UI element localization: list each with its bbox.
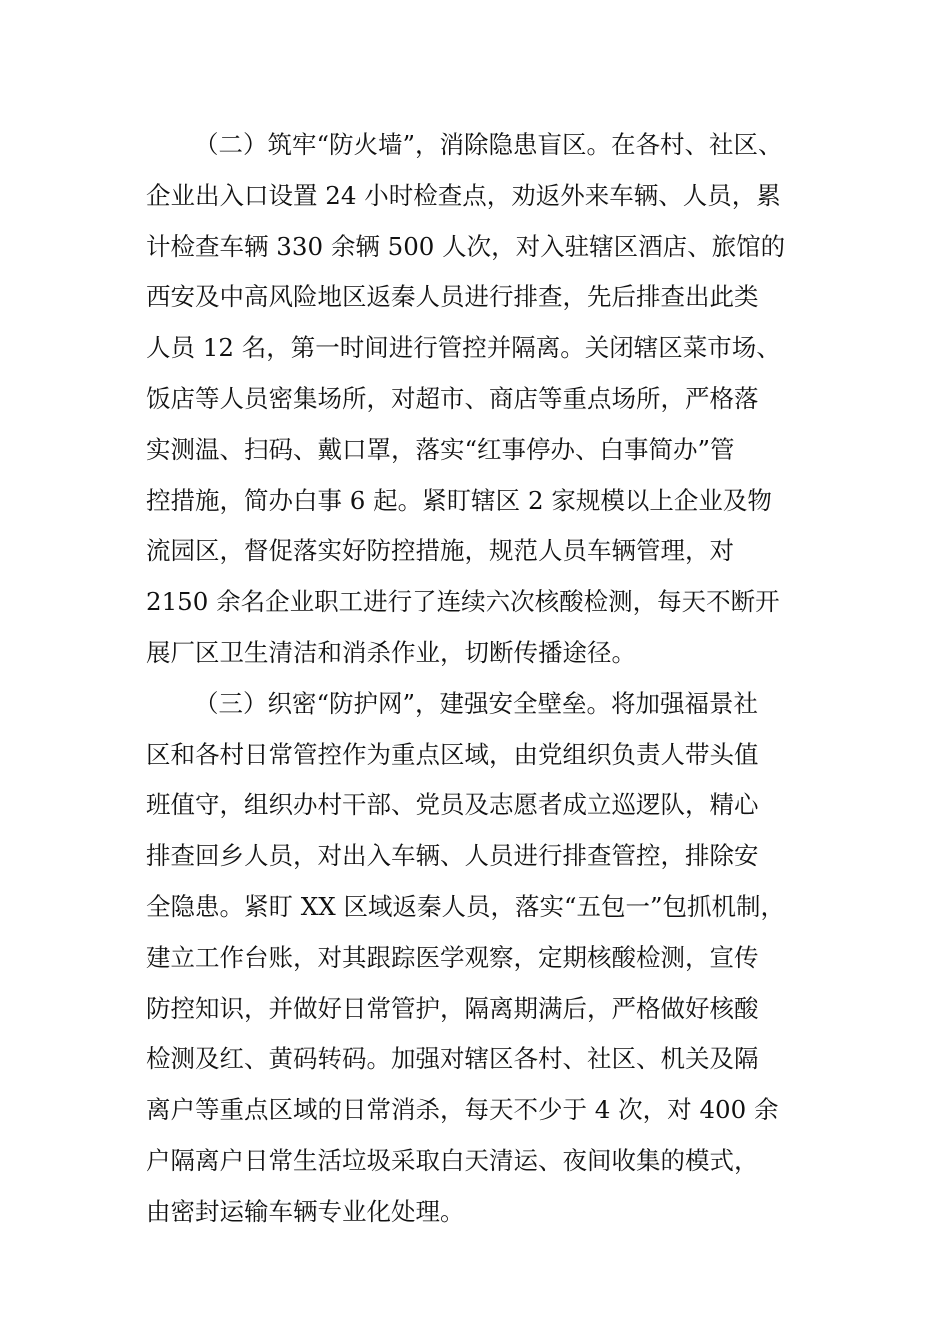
paragraph-section-2 [146,120,830,679]
paragraph-line: 检测及红、黄码转码。加强对辖区各村、社区、机关及隔 [146,1044,759,1074]
paragraph-line: （二）筑牢“防火墙”，消除隐患盲区。在各村、社区、 [194,130,783,159]
paragraph-line: 饭店等人员密集场所，对超市、商店等重点场所，严格落 [146,383,759,413]
paragraph-line: 2150 余名企业职工进行了连续六次核酸检测，每天不断开 [146,587,780,617]
paragraph-section-3 [146,679,830,1238]
paragraph-line: 西安及中高风险地区返秦人员进行排查，先后排查出此类 [146,282,759,312]
paragraph-line: 区和各村日常管控作为重点区域，由党组织负责人带头值 [146,739,759,769]
paragraph-line: 户隔离户日常生活垃圾采取白天清运、夜间收集的模式， [146,1145,759,1175]
paragraph-line: 实测温、扫码、戴口罩，落实“红事停办、白事简办”管 [146,434,735,464]
paragraph-line: 建立工作台账，对其跟踪医学观察，定期核酸检测，宣传 [146,942,759,972]
paragraph-line: 排查回乡人员，对出入车辆、人员进行排查管控，排除安 [146,841,759,871]
paragraph-line: 班值守，组织办村干部、党员及志愿者成立巡逻队，精心 [146,790,759,820]
paragraph-line: 离户等重点区域的日常消杀，每天不少于 4 次，对 400 余 [146,1095,779,1125]
paragraph-line: 由密封运输车辆专业化处理。 [146,1196,465,1226]
paragraph-line: （三）织密“防护网”，建强安全壁垒。将加强福景社 [194,688,759,718]
paragraph-line: 全隐患。紧盯 XX 区域返秦人员，落实“五包一”包抓机制， [146,891,786,921]
paragraph-line: 防控知识，并做好日常管护，隔离期满后，严格做好核酸 [146,993,759,1023]
paragraph-line: 企业出入口设置 24 小时检查点，劝返外来车辆、人员，累 [146,180,781,210]
paragraph-line: 展厂区卫生清洁和消杀作业，切断传播途径。 [146,637,636,667]
paragraph-line: 计检查车辆 330 余辆 500 人次，对入驻辖区酒店、旅馆的 [146,231,786,261]
paragraph-line: 控措施，简办白事 6 起。紧盯辖区 2 家规模以上企业及物 [146,485,772,515]
paragraph-line: 人员 12 名，第一时间进行管控并隔离。关闭辖区菜市场、 [146,333,781,363]
paragraph-line: 流园区，督促落实好防控措施，规范人员车辆管理，对 [146,536,734,566]
document-body [146,120,830,1238]
